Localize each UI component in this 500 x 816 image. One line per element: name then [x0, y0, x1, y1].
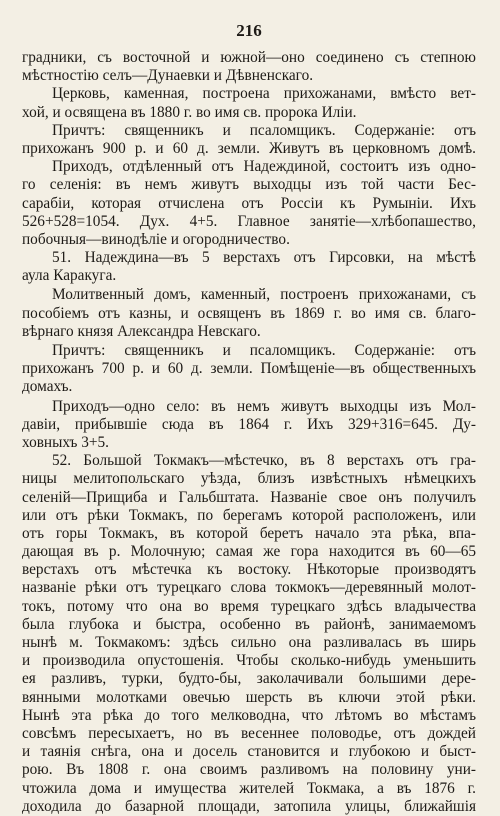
- page-text: [22, 49, 476, 816]
- text-line: вянными молотками овечью шерсть въ ключи этой рѣки.: [22, 688, 476, 706]
- text-line: Молитвенный домъ, каменный, построенъ прихожанами, съ: [52, 286, 476, 304]
- text-line: Приходъ, отдѣленный отъ Надеждиной, состоитъ изъ одно-: [52, 158, 476, 176]
- text-line: ея разливъ, турки, будто-бы, заколачивали большими дере-: [22, 670, 476, 688]
- text-line: ницы мелитопольскаго уѣзда, близъ извѣстныхъ нѣмецкихъ: [22, 470, 476, 488]
- text-line: сарабіи, которая отчислена отъ Россіи къ Румыніи. Ихъ: [22, 194, 476, 212]
- text-line: Нынѣ эта рѣка до того мелководна, что лѣтомъ во мѣстамъ: [22, 706, 476, 724]
- text-line: совсѣмъ пересыхаетъ, но въ весеннее половодье, отъ дождей: [22, 724, 476, 742]
- text-line: ховныхъ 3+5.: [22, 433, 109, 451]
- text-line: токъ, потому что она во время турецкаго здѣсь владычества: [22, 597, 476, 615]
- text-line: пособіемъ отъ казны, и освященъ въ 1869 г. во имя св. благо-: [22, 304, 476, 322]
- text-line: прихожанъ 700 р. и 60 д. земли. Помѣщеніе—въ общественныхъ: [22, 360, 476, 378]
- text-line: была глубока и быстра, особенно въ районѣ, занимаемомъ: [22, 615, 476, 633]
- text-line: 52. Большой Токмакъ—мѣстечко, въ 8 верстахъ отъ гра-: [52, 452, 476, 470]
- text-line: домахъ.: [22, 378, 73, 396]
- text-line: побочныя—винодѣліе и огородничество.: [22, 230, 290, 248]
- text-line: аула Каракуга.: [22, 267, 117, 285]
- text-line: селеній—Прищиба и Гальбштата. Названіе свое онъ получилъ: [22, 488, 476, 506]
- text-line: дающая въ р. Молочную; самая же гора находится въ 60—65: [22, 543, 476, 561]
- text-line: вѣрнаго князя Александра Невскаго.: [22, 322, 261, 340]
- text-line: или отъ рѣки Токмакъ, по берегамъ которой расположенъ, или: [22, 506, 476, 524]
- text-line: названіе рѣки отъ турецкаго слова токмокъ—деревянный молот-: [22, 579, 476, 597]
- text-line: чтожила дома и имущества жителей Токмака, а въ 1876 г.: [22, 779, 476, 797]
- text-line: Причтъ: священникъ и псаломщикъ. Содержаніе: отъ: [52, 121, 476, 139]
- text-line: градники, съ восточной и южной—оно соединено съ степною: [22, 49, 476, 66]
- text-line: нынѣ м. Токмакомъ: здѣсь сильно она разливалась въ ширь: [22, 634, 476, 651]
- text-line: 51. Надеждина—въ 5 верстахъ отъ Гирсовки, на мѣстѣ: [52, 249, 476, 267]
- page-number: 216: [236, 21, 262, 40]
- text-line: Причтъ: священникъ и псаломщикъ. Содержаніе: отъ: [52, 342, 476, 359]
- text-line: доходила до базарной площади, затопила улицы, ближайшія: [22, 797, 476, 815]
- text-line: Приходъ—одно село: въ немъ живутъ выходцы изъ Мол-: [52, 397, 476, 415]
- text-line: 526+528=1054. Дух. 4+5. Главное занятіе—хлѣбопашество,: [22, 212, 476, 230]
- text-line: и таянія снѣга, она и досель становится и глубокою и быст-: [22, 743, 476, 761]
- text-line: отъ горы Токмакъ, въ которой беретъ начало эта рѣка, впа-: [22, 524, 476, 542]
- text-line: и производила опустошенія. Чтобы сколько-нибудь уменьшить: [22, 652, 476, 670]
- text-line: хой, и освящена въ 1880 г. во имя св. пророка Иліи.: [22, 103, 357, 121]
- text-line: давіи, прибывшіе сюда въ 1864 г. Ихъ 329+316=645. Ду-: [22, 415, 476, 433]
- text-line: Церковь, каменная, построена прихожанами, вмѣсто вет-: [52, 85, 476, 103]
- text-line: прихожанъ 900 р. и 60 д. земли. Живутъ въ церковномъ домѣ.: [22, 139, 476, 157]
- text-line: рою. Въ 1808 г. она своимъ разливомъ на половину уни-: [22, 761, 476, 779]
- text-line: мѣстностію селъ—Дунаевки и Дѣвненскаго.: [22, 67, 314, 85]
- text-line: го селенія: въ немъ живутъ выходцы изъ той части Бес-: [22, 176, 476, 194]
- text-line: верстахъ отъ мѣстечка къ востоку. Нѣкоторые производятъ: [22, 561, 476, 579]
